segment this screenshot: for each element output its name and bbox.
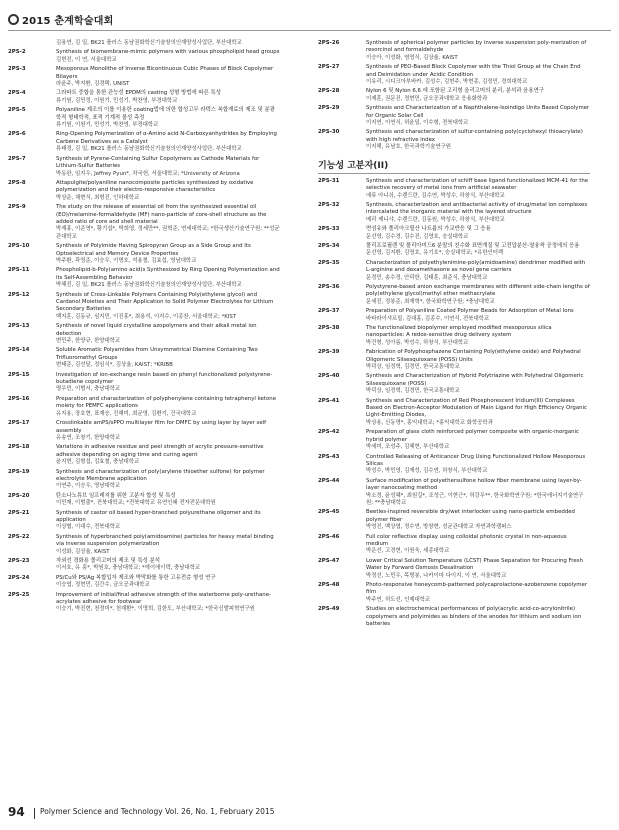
header-divider [8, 30, 611, 31]
entry-title: Synthesis of PEO-Based Block Copolymer with the Thiol Group at the Chain End and Deimidation under Acidic Condition [366, 64, 581, 78]
entry-authors: 이상협, 이대수, 전북대학교 [56, 524, 121, 531]
entry-title: 탄소나노튜브 임프레지를 위한 고분자 합성 및 특성 [56, 492, 176, 499]
entry-code: 2PS-34 [318, 242, 340, 249]
abstract-entry [8, 372, 280, 394]
entry-authors: 변태준, 김선달, 정임식*, 김상율, KAIST; *KRIBB [56, 362, 173, 369]
entry-title: Synthesis and characterization of poly(arylene thioether sulfone) for polymer electrolyte Membrane application [56, 468, 265, 482]
circle-icon [8, 14, 19, 25]
entry-title: Polyaniline 제조의 이를 이용한 coating법에 의한 합성고무 라텍스 복합재료의 제조 및 분광학적 형태학적, 표적 기계적 물성 측정 [56, 107, 275, 121]
left-entry-list [8, 49, 280, 613]
abstract-entry [8, 469, 280, 491]
entry-title: 그라파트 중합을 통한 관능성 EPDM의 casting 성형 방법에 따른 특성 [56, 90, 221, 97]
entry-title: Investigation of ion-exchange resin based on phenyl functionalized polystyrene-butadiene copolymer [56, 371, 273, 386]
entry-code: 2PS-49 [318, 606, 340, 613]
entry-authors: 류기원, 이원기, 민성기, 박찬영, 부경대학교 [56, 122, 159, 129]
abstract-entry [8, 267, 280, 289]
abstract-entry [8, 90, 280, 105]
page-footer [8, 805, 611, 823]
abstract-entry [8, 575, 280, 590]
entry-title: Fabrication of Polyphosphazene Containing Poly(ethylene oxide) and Polyhedral Oligomeric Silsesquioxane (POSS) Units [366, 349, 581, 363]
entry-authors: 유송연, 조창기, 한양대학교 [56, 434, 121, 441]
abstract-entry [8, 493, 280, 508]
footer-divider [34, 808, 35, 819]
abstract-entry [8, 131, 280, 153]
entry-title: The functionalized biopolymer employed modified mesoporous silica nanoparticles: A redox-sensitive drug delivery system [366, 325, 552, 339]
entry-authors: 박혜진, 김 일, BK21 플러스 동남권화학신기술창의인재양성사업단, 부산대학교 [56, 282, 242, 289]
entry-code: 2PS-24 [8, 574, 30, 581]
entry-title: Synthesis of Pyrene-Containing Sulfur Copolymers as Cathode Materials for Lithium-Sulfur Batteries [56, 155, 260, 170]
abstract-entry [8, 243, 280, 265]
entry-authors: 이서호, 유 흥*, 박원호, 충남대학교; *에이에이텍, 충남대학교 [56, 565, 201, 572]
continued-entry [8, 40, 280, 47]
entry-title: PS/Cu와 PS/Ag 복합입자 제조와 박막화를 통한 고유전층 형성 연구 [56, 574, 216, 581]
entry-authors: 메리 제니샤, 수렌드란, 김동원, 박성수, 하창식, 부산대학교 [366, 216, 505, 223]
abstract-entry [8, 49, 280, 64]
entry-code: 2PS-7 [8, 155, 26, 162]
entry-title: Synthesis of hyperbranched poly(amidoamine) particles for heavy metal binding via inverse suspension polymerization [56, 533, 274, 548]
abstract-entry [318, 478, 590, 508]
entry-title: Photo-responsive honeycomb-patterned polycaprolactone-azobenzene copolymer film [366, 582, 588, 596]
entry-title: Soluble Aromatic Polyamides from Unsymmetrical Diamine Containing Two Trifluoromethyl Groups [56, 347, 258, 361]
entry-authors: 이승기, 박진현, 천정미*, 천재환*, 이영희, 김한도, 부산대학교; *한국신발피혁연구원 [56, 606, 255, 613]
entry-code: 2PS-20 [8, 492, 30, 499]
entry-authors: 변민주, 한양규, 한양대학교 [56, 338, 121, 345]
entry-authors: 문세진, 정봉준, 최재혁*, 한국화학연구원; *충남대학교 [366, 298, 495, 305]
entry-authors: 이승엽, 정현민, 김간수, 금오공과대학교 [56, 582, 150, 589]
entry-code: 2PS-41 [318, 397, 340, 404]
entry-code: 2PS-13 [8, 323, 30, 330]
entry-authors: 이성화, 김상율, KAIST [56, 548, 110, 555]
abstract-entry [8, 558, 280, 573]
entry-title: Improvement of initial/final adhesive strength of the waterborne poly-urethane-acrylates adhesive for footwear [56, 591, 271, 606]
entry-code: 2PS-19 [8, 468, 30, 475]
entry-authors: 문선영, 김수경, 김수진, 김영호, 숭실대학교 [366, 233, 469, 240]
entry-title: Mesoporous Monolithe of Inverse Bicontinuous Cubic Phases of Block Copolymer Bilayers [56, 66, 274, 80]
entry-code: 2PS-21 [8, 509, 30, 516]
entry-title: Ring-Opening Polymerization of α-Amino acid N-Carboxyanhydrides by Employing Carbene Derivatives as a Catalyst [56, 131, 277, 145]
entry-authors: 라윤주, 박지환, 김경택, UNIST [56, 81, 130, 88]
abstract-entry [8, 204, 280, 241]
entry-authors: 박세미, 조성주, 김혜현, 부산대학교 [366, 444, 450, 451]
entry-title: Nylon 6 및 Nylon 6,6 에 포함된 고리형 올리고머의 분리, 분석과 음용연구 [366, 88, 544, 95]
entry-code: 2PS-3 [8, 66, 26, 73]
entry-code: 2PS-12 [8, 291, 30, 298]
abstract-entry [318, 40, 590, 62]
entry-authors: 박주환, 곽영준, 이승우, 이명호, 석용철, 김효섭, 영남대학교 [56, 257, 197, 264]
entry-authors: 박영진, 백상엽, 정수연, 방창현, 성균관대학교 자연과학캠퍼스 [366, 524, 512, 531]
entry-authors: 애류 아니쉬, 수렌드란, 김수연, 박성수, 하창식, 부산대학교 [366, 192, 505, 199]
entry-title: The study on the release of essential oil from the synthesized essential oil (EO)/melamine-formaldehyde (MF) nano-particle of core-shell structure as the added ratio of core and shell material [56, 204, 267, 225]
entry-code: 2PS-30 [318, 129, 340, 136]
abstract-entry [8, 347, 280, 369]
abstract-entry [318, 373, 590, 395]
entry-authors: 박덕상, 임정혁, 김경민, 한국교통대학교 [366, 364, 460, 371]
entry-title: Beetles-inspired reversible dry/wet interlocker using nano-particle embedded polymer fiber [366, 509, 575, 523]
entry-authors: 이승아, 이성화, 염영식, 김상율, KAIST [366, 54, 458, 61]
entry-title: Synthesis of novel liquid crystalline azopolymers and their alkali metal ion detection [56, 323, 257, 337]
entry-code: 2PS-46 [318, 533, 340, 540]
entry-title: Phospholipid-b-Poly(amino acid)s Synthesized by Ring Opening Polymerization and its Self-Assembling Behavior [56, 267, 280, 281]
entry-title: Synthesis of Polyimide Having Spiropyran Group as a Side Group and Its Optoelectrical and Memory Device Properties [56, 243, 251, 257]
entry-authors: 박덕상, 임정혁, 김경민, 한국교통대학교 [366, 388, 460, 395]
entry-authors: 바타라이샤르밀, 김대홍, 김종수, 이연식, 전북대학교 [366, 315, 490, 322]
entry-code: 2PS-47 [318, 557, 340, 564]
entry-authors: 문정민, 송수정, 안덕한, 김태훈, 최준식, 충남대학교 [366, 274, 488, 281]
abstract-entry [8, 510, 280, 532]
entry-code: 2PS-18 [8, 444, 30, 451]
right-entry-list-b [318, 178, 590, 629]
abstract-entry [318, 534, 590, 556]
entry-code: 2PS-17 [8, 420, 30, 427]
entry-title: Synthesis and Characterization of a Naphthalene-Isoindigo Units Based Copolymer for Organic Solar Cell [366, 105, 590, 119]
abstract-entry [318, 325, 590, 347]
entry-authors: 김용연, 김 일, BK21 플러스 동남권화학신기술창의인재양성사업단, 부산대학교 [56, 40, 242, 46]
abstract-entry [8, 107, 280, 129]
entry-authors: 박정선, 노민우, 목명봉, 나카이마 다이지, 이 연, 서울대학교 [366, 572, 507, 579]
right-entry-list-a [318, 40, 590, 152]
abstract-entry [318, 226, 590, 241]
entry-title: 자외선 경화용 폴리고머의 제조 및 특성 분석 [56, 558, 161, 564]
abstract-entry [318, 243, 590, 258]
entry-title: Synthesis of castor oil based hyper-branched polyurethane oligomer and its application [56, 509, 261, 523]
entry-title: Full color reflective display using colloidal photonic crystal in non-aqueous medium [366, 533, 567, 547]
abstract-entry [8, 180, 280, 202]
entry-title: Synthesis of Cross-Linkable Polymers Containing Poly(ethylene glycol) and Cardanol Moieties and Their Application to Solid Polymer Electrolytes for Lithium Secondary Batteries [56, 291, 274, 313]
abstract-entry [318, 260, 590, 282]
abstract-entry [318, 64, 590, 86]
entry-code: 2PS-10 [8, 243, 30, 250]
entry-title: Synthesis and Characterization of Hybrid Polytriazine with Polyhedral Oligomeric Silsesquioxane (POSS) [366, 373, 584, 387]
entry-code: 2PS-5 [8, 107, 26, 114]
page-header [8, 8, 611, 34]
entry-authors: 박건형, 성아름, 박성수, 하창식, 부산대학교 [366, 339, 469, 346]
entry-title: Preparation of glass cloth reinforced polymer composite with organic-inorganic hybrid polymer [366, 429, 579, 443]
entry-title: Synthesis and Characterization of Red Phosphorescent Iridium(III) Complexes Based on Electron-Acceptor Modulation of Main Ligand for High Efficiency Organic Light-Emitting Diodes, [366, 397, 587, 419]
entry-authors: 박성수, 박민영, 김재성, 김수연, 하창식, 부산대학교 [366, 468, 488, 475]
abstract-entry [8, 420, 280, 442]
entry-code: 2PS-42 [318, 429, 340, 436]
entry-authors: 이민재, 이범출*, 전북대학교; *전북대학교 유연인쇄 전자전문대학원 [56, 500, 216, 507]
entry-code: 2PS-32 [318, 201, 340, 208]
entry-code: 2PS-4 [8, 90, 26, 97]
entry-title: Crosslinkable amPS/sPPO multilayer film for DMFC by using layer by layer self assembly [56, 420, 267, 434]
abstract-entry [318, 582, 590, 604]
entry-authors: 박재홍, 이준영*, 황기섭*, 박희영, 정세만**, 권혁준, 연세대학교; *한국생산기술연구원; **성균관대학교 [56, 226, 280, 240]
entry-code: 2PS-6 [8, 131, 26, 138]
entry-title: Preparation and characterization of polyphenylene containing tetraphenyl ketone moiety for PEMFC applications [56, 395, 277, 410]
entry-code: 2PS-33 [318, 226, 340, 233]
entry-title: Synthesis of biomembrane-mimic polymers with various phospholipid head groups [56, 49, 280, 56]
entry-authors: 박운선, 고경현, 이원욱, 세종대학교 [366, 548, 450, 555]
entry-title: Controlled Releasing of Anticancer Drug Using Functionalized Hollow Mesoporous Silicas [366, 453, 586, 467]
entry-authors: 이연주, 이승우, 영남대학교 [56, 483, 121, 490]
entry-title: 면섬유와 폴리아크릴산 나트륨의 가교반응 및 그 응용 [366, 226, 491, 233]
entry-authors: 박상용, 신동명*, 홍익대학교; *홍익대학교 화학공학과 [366, 419, 493, 426]
abstract-entry [318, 606, 590, 628]
entry-authors: 문선영, 김지환, 김영호, 유기호*, 숭실대학교; *유한인터렉 [366, 250, 504, 257]
entry-title: Synthesis and characterization of sulfur-containing poly(cyclohexyl thioacrylate) with high refractive index [366, 129, 583, 143]
entry-code: 2PS-15 [8, 371, 30, 378]
entry-authors: 백지훈, 김동규, 심지민, 이진홍*, 최용석, 이지수, 이종찬, 서울대학교; *KIST [56, 313, 237, 320]
entry-authors: 유지용, 장호현, 표재승, 진해미, 최균영, 김환기, 건국대학교 [56, 410, 197, 417]
entry-code: 2PS-8 [8, 179, 26, 186]
entry-title: Lower Critical Solution Temperature (LCST) Phase Separation for Procuring Fresh Water by Forward Osmosis Desalination [366, 557, 583, 572]
entry-code: 2PS-28 [318, 88, 340, 95]
abstract-entry [318, 349, 590, 371]
abstract-entry [8, 534, 280, 556]
section-title: 기능성 고분자(II) [318, 158, 590, 174]
entry-title: Characterization of polyethylenimine-poly(amidoamine) dendrimer modified with L-arginine and dexamethasone as novel gene carriers [366, 259, 586, 274]
entry-code: 2PS-14 [8, 347, 30, 354]
abstract-entry [8, 66, 280, 88]
entry-code: 2PS-27 [318, 64, 340, 71]
entry-code: 2PS-38 [318, 325, 340, 331]
entry-title: Preparation of Polyaniline Coated Polymer Beads for Adsorption of Metal Ions [366, 308, 574, 315]
abstract-entry [8, 444, 280, 466]
entry-code: 2PS-26 [318, 40, 340, 46]
entry-authors: 류기원, 김민정, 이원기, 민성기, 박찬영, 부경대학교 [56, 97, 178, 104]
entry-title: Polystyrene-based anion exchange membranes with different side-chain lengths of poly(ethylene glycol)methyl ether methacrylate [366, 283, 590, 298]
abstract-entry [318, 509, 590, 531]
right-column [318, 40, 590, 630]
abstract-entry [318, 429, 590, 451]
abstract-entry [318, 129, 590, 151]
entry-code: 2PS-43 [318, 453, 340, 460]
entry-authors: 박주연, 허도선, 인제대학교 [366, 596, 431, 603]
page-number: 94 [8, 805, 25, 819]
entry-code: 2PS-25 [8, 591, 30, 598]
abstract-entry [8, 292, 280, 322]
journal-info: Polymer Science and Technology Vol. 26, No. 1, February 2015 [40, 807, 275, 816]
abstract-entry [318, 558, 590, 580]
entry-code: 2PS-37 [318, 308, 340, 315]
entry-title: Attapulgite/polyaniline nanocomposite particles synthesized by oxidative polymerization and their electro-responsive characteristics [56, 179, 254, 194]
entry-code: 2PS-39 [318, 349, 340, 356]
entry-authors: 박소정, 윤성혜*, 최원길*, 조성근, 이현근*, 허강무**, 한국화학연구원; *한국에너지기술연구원; **충남대학교 [366, 492, 584, 506]
entry-code: 2PS-44 [318, 477, 340, 484]
entry-title: Synthesis of spherical polymer particles by inverse suspension poly-merization of resorcinol and formaldehyde [366, 40, 587, 54]
abstract-entry [318, 454, 590, 476]
entry-title: Variations in adhesive residue and peel strength of acrylic pressure-sensitive adhesive depending on aging time and curing agent [56, 444, 264, 458]
entry-authors: 류태경, 김 일, BK21 플러스 동남권화학신기술창의인재양성사업단, 부산대학교 [56, 146, 242, 153]
abstract-entry [318, 105, 590, 127]
abstract-entry [318, 178, 590, 200]
abstract-entry [8, 323, 280, 345]
abstract-entry [318, 308, 590, 323]
abstract-entry [8, 396, 280, 418]
entry-authors: 박동완, 임지우, Jeffrey Pyun*, 차국헌, 서울대학교; *University of Arizona [56, 170, 240, 177]
entry-code: 2PS-11 [8, 267, 30, 274]
entry-code: 2PS-36 [318, 283, 340, 290]
entry-title: Surface modification of polyethersulfone hollow fiber membrane using layer-by-layer nanocoating method [366, 477, 582, 492]
entry-code: 2PS-23 [8, 558, 30, 564]
conference-title: 2015 춘계학술대회 [22, 16, 114, 27]
entry-title: Studies on electrochemical performances of poly(acrylic acid-co-acrylonitrile) copolymers and polyimides as binders of the anodes for lithium and sodium ion batteries [366, 606, 582, 628]
entry-code: 2PS-22 [8, 533, 30, 540]
entry-code: 2PS-48 [318, 582, 340, 588]
entry-code: 2PS-31 [318, 177, 340, 184]
entry-code: 2PS-40 [318, 373, 340, 380]
entry-authors: 김현진, 이 연, 서울대학교 [56, 56, 117, 63]
left-column [8, 40, 280, 616]
entry-title: 폴리프로필렌 및 폴리아미드6 분말의 친수화 표면개질 및 고전압분산-열융착 공정에의 응용 [366, 242, 580, 249]
entry-authors: 이유리, 시디크아부바카, 김성수, 김현주, 박현종, 김정민, 경희대학교 [366, 79, 528, 86]
entry-code: 2PS-35 [318, 259, 340, 266]
entry-code: 2PS-9 [8, 204, 26, 211]
abstract-entry [318, 398, 590, 428]
abstract-entry [318, 284, 590, 306]
entry-code: 2PS-45 [318, 509, 340, 516]
entry-code: 2PS-29 [318, 105, 340, 112]
entry-title: Synthesis, characterization and antibacterial activity of drug/metal ion complexes intercalated the inorganic material with the layered structure [366, 201, 588, 216]
entry-authors: 명우민, 이범서, 충남대학교 [56, 386, 121, 393]
entry-authors: 이재훈, 권문진, 정현민, 금오공과대학교 응용화학과 [366, 95, 488, 102]
abstract-entry [8, 592, 280, 614]
abstract-entry [318, 202, 590, 224]
entry-authors: 박상운, 채현식, 최형진, 인하대학교 [56, 194, 140, 201]
entry-title: Synthesis and characterization of schiff base ligand functionalized MCM-41 for the selective recovery of metal ions from artificial seawater [366, 177, 589, 192]
abstract-entry [318, 88, 590, 103]
entry-authors: 이지연, 이연식, 허윤일, 이수형, 전북대학교 [366, 120, 469, 127]
entry-authors: 윤지현, 김형섭, 김효철, 충남대학교 [56, 459, 140, 466]
abstract-entry [8, 156, 280, 178]
entry-authors: 이지해, 유남호, 한국과학기술연구원 [366, 144, 451, 151]
entry-code: 2PS-16 [8, 395, 30, 402]
entry-code: 2PS-2 [8, 49, 26, 56]
